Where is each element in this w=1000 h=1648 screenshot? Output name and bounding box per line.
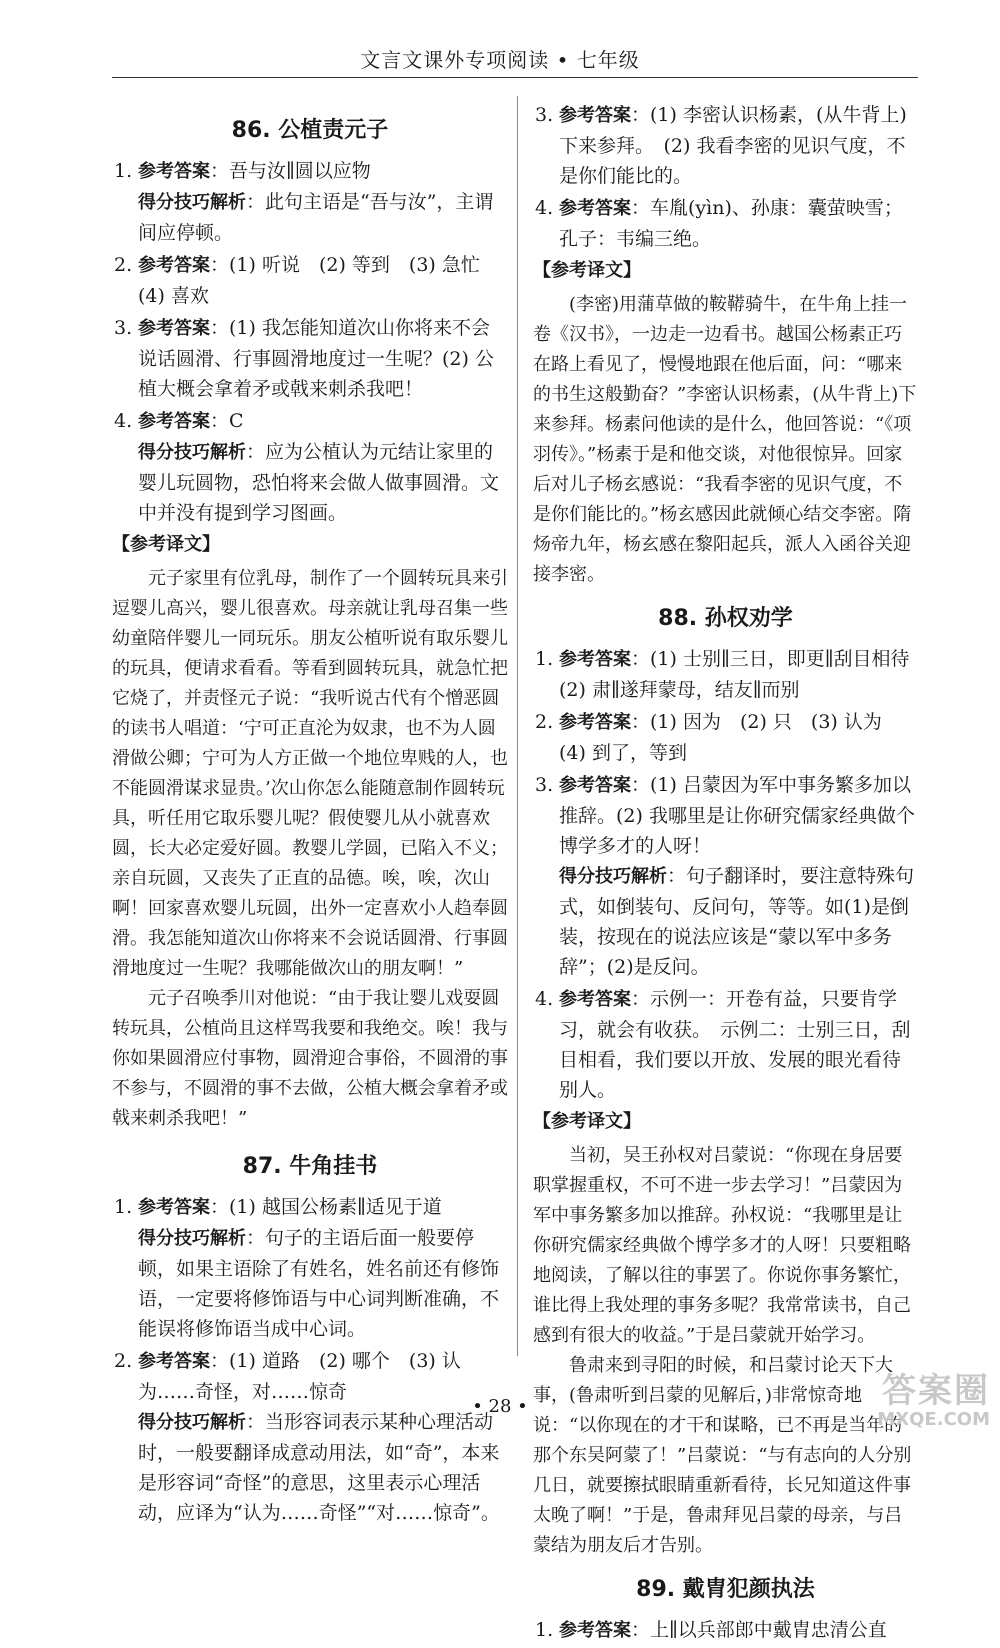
answer-label: 参考答案 bbox=[559, 775, 631, 796]
question-89-1 bbox=[533, 1615, 918, 1646]
answer-label: 参考答案 bbox=[559, 989, 631, 1010]
question-number: 1. bbox=[114, 1196, 133, 1218]
question-87-2 bbox=[112, 1346, 508, 1528]
question-88-1 bbox=[533, 644, 929, 705]
answer-text: ：C bbox=[210, 410, 244, 432]
question-number: 2. bbox=[114, 1350, 133, 1372]
section-title-87: 87. 牛角挂书 bbox=[242, 1154, 378, 1179]
answer-text: ：(1) 我怎能知道次山你将来不会说话圆滑、行事圆滑地度过一生呢？(2) 公植大概会拿着矛或戟来刺杀我吧！ bbox=[138, 317, 494, 400]
answer-label: 参考答案 bbox=[559, 105, 631, 126]
answer-label: 参考答案 bbox=[559, 712, 631, 733]
question-87-4 bbox=[533, 193, 918, 254]
answer-line bbox=[138, 156, 508, 187]
question-88-3 bbox=[533, 770, 918, 982]
analysis-label: 得分技巧解析 bbox=[559, 866, 667, 887]
answer-line bbox=[559, 644, 929, 705]
section-title-89: 89. 戴胄犯颜执法 bbox=[636, 1577, 815, 1602]
answer-line bbox=[559, 1615, 918, 1646]
question-number: 1. bbox=[114, 160, 133, 182]
answer-text: ：(1) 士别∥三日，即更∥刮目相待 (2) 肃∥遂拜蒙母，结友∥而别 bbox=[559, 648, 929, 701]
answer-text: ：(1) 因为 (2) 只 (3) 认为 (4) 到了，等到 bbox=[559, 711, 901, 764]
header-rule bbox=[112, 77, 918, 78]
answer-line bbox=[138, 406, 508, 437]
answer-line bbox=[138, 250, 508, 311]
answer-text: ：示例一：开卷有益，只要肯学习，就会有收获。 示例二：士别三日，刮目相看，我们要以开放、发展的眼光看待别人。 bbox=[559, 988, 911, 1101]
answer-line bbox=[559, 984, 918, 1105]
question-number: 4. bbox=[535, 988, 554, 1010]
answer-text: ：(1) 李密认识杨素，(从牛背上)下来参拜。 (2) 我看李密的见识气度，不是你们能比的。 bbox=[559, 104, 907, 187]
translation-label: 【参考译文】 bbox=[533, 260, 641, 281]
translation-label: 【参考译文】 bbox=[112, 534, 220, 555]
question-number: 3. bbox=[114, 317, 133, 339]
analysis-line bbox=[138, 187, 508, 248]
translation-paragraph: 当初，吴王孙权对吕蒙说：“你现在身居要职掌握重权，不可不进一步去学习！”吕蒙因为军中事务繁多加以推辞。孙权说：“我哪里是让你研究儒家经典做个博学多才的人呀！只要粗略地阅读，了解以往的事罢了。你说你事务繁忙，谁比得上我处理的事务多呢？我常常读书，自己感到有很大的收益。”于是吕蒙就开始学习。 bbox=[533, 1145, 911, 1346]
answer-line bbox=[559, 193, 918, 254]
watermark bbox=[790, 1372, 990, 1432]
translation-label: 【参考译文】 bbox=[533, 1111, 641, 1132]
analysis-text: ：句子翻译时，要注意特殊句式，如倒装句、反问句，等等。如(1)是倒装，按现在的说法应该是“蒙以军中多务辞”；(2)是反问。 bbox=[559, 865, 915, 978]
analysis-label: 得分技巧解析 bbox=[138, 192, 246, 213]
analysis-text: ：应为公植认为元结让家里的婴儿玩圆物，恐怕将来会做人做事圆滑。文中并没有提到学习图画。 bbox=[138, 441, 500, 524]
answer-line bbox=[559, 100, 918, 191]
answer-label: 参考答案 bbox=[138, 411, 210, 432]
answer-text: ：(1) 听说 (2) 等到 (3) 急忙 (4) 喜欢 bbox=[138, 254, 499, 307]
answer-label: 参考答案 bbox=[559, 649, 631, 670]
analysis-label: 得分技巧解析 bbox=[138, 442, 246, 463]
answer-line bbox=[559, 770, 918, 861]
answer-text: ：(1) 吕蒙因为军中事务繁多加以推辞。(2) 我哪里是让你研究儒家经典做个博学多才的人呀！ bbox=[559, 774, 915, 857]
question-number: 1. bbox=[535, 1619, 554, 1641]
answer-text: ：吾与汝∥圆以应物 bbox=[210, 160, 371, 182]
question-88-4 bbox=[533, 984, 918, 1105]
analysis-text: ：当形容词表示某种心理活动时，一般要翻译成意动用法，如“奇”，本来是形容词“奇怪”的意思，这里表示心理活动，应译为“认为……奇怪”“对……惊奇”。 bbox=[138, 1411, 500, 1524]
question-number: 2. bbox=[535, 711, 554, 733]
question-87-1 bbox=[112, 1192, 508, 1344]
question-86-3 bbox=[112, 313, 508, 404]
question-number: 3. bbox=[535, 774, 554, 796]
left-column bbox=[112, 98, 508, 1530]
question-number: 1. bbox=[535, 648, 554, 670]
answer-line bbox=[559, 707, 918, 768]
column-divider bbox=[517, 96, 518, 1356]
answer-label: 参考答案 bbox=[138, 255, 210, 276]
question-86-1 bbox=[112, 156, 508, 248]
watermark-site: MXQE.COM bbox=[877, 1409, 990, 1430]
translation-paragraph: 元子召唤季川对他说：“由于我让婴儿戏耍圆转玩具，公植尚且这样骂我要和我绝交。唉！我与你如果圆滑应付事物，圆滑迎合事俗，不圆滑的事不参与，不圆滑的事不去做，公植大概会拿着矛或戟来刺杀我吧！” bbox=[112, 988, 508, 1129]
question-number: 4. bbox=[114, 410, 133, 432]
analysis-line bbox=[559, 861, 918, 982]
analysis-text: ：句子的主语后面一般要停顿，如果主语除了有姓名，姓名前还有修饰语，一定要将修饰语与中心词判断准确，不能误将修饰语当成中心词。 bbox=[138, 1227, 500, 1340]
analysis-label: 得分技巧解析 bbox=[138, 1412, 246, 1433]
answer-label: 参考答案 bbox=[559, 198, 631, 219]
analysis-line bbox=[138, 1407, 508, 1528]
question-number: 2. bbox=[114, 254, 133, 276]
answer-text: ：上∥以兵部郎中戴胄忠清公直 bbox=[631, 1619, 887, 1641]
answer-label: 参考答案 bbox=[559, 1620, 631, 1641]
answer-label: 参考答案 bbox=[138, 161, 210, 182]
section-title-88: 88. 孙权劝学 bbox=[658, 606, 793, 631]
question-88-2 bbox=[533, 707, 918, 768]
analysis-text: ：此句主语是“吾与汝”，主谓间应停顿。 bbox=[138, 191, 494, 244]
answer-label: 参考答案 bbox=[138, 318, 210, 339]
question-87-3 bbox=[533, 100, 918, 191]
answer-line bbox=[138, 1192, 508, 1223]
analysis-line bbox=[138, 437, 508, 528]
running-header: 文言文课外专项阅读 • 七年级 bbox=[360, 48, 640, 72]
answer-text: ：(1) 越国公杨素∥适见于道 bbox=[210, 1196, 442, 1218]
translation-paragraph: 鲁肃来到寻阳的时候，和吕蒙讨论天下大事，(鲁肃听到吕蒙的见解后，)非常惊奇地说：“以你现在的才干和谋略，已不再是当年的那个东吴阿蒙了！”吕蒙说：“与有志向的人分别几日，就要擦拭眼睛重新看待，长兄知道这件事太晚了啊！”于是，鲁肃拜见吕蒙的母亲，与吕蒙结为朋友后才告别。 bbox=[533, 1355, 912, 1556]
question-86-4 bbox=[112, 406, 508, 528]
question-number: 3. bbox=[535, 104, 554, 126]
answer-text: ：车胤(yìn)、孙康：囊萤映雪；孔子：韦编三绝。 bbox=[559, 197, 903, 250]
answer-line bbox=[138, 313, 508, 404]
analysis-label: 得分技巧解析 bbox=[138, 1228, 246, 1249]
translation-paragraph: (李密)用蒲草做的鞍鞯骑牛，在牛角上挂一卷《汉书》，一边走一边看书。越国公杨素正巧在路上看见了，慢慢地跟在他后面，问：“哪来的书生这般勤奋？”李密认识杨素，(从牛背上)下来参拜。杨素问他读的是什么，他回答说：“《项羽传》。”杨素于是和他交谈，对他很惊异。回家后对儿子杨玄感说：“我看李密的见识气度，不是你们能比的。”杨玄感因此就倾心结交李密。隋炀帝九年，杨玄感在黎阳起兵，派人入函谷关迎接李密。 bbox=[533, 294, 917, 585]
translation-paragraph: 元子家里有位乳母，制作了一个圆转玩具来引逗婴儿高兴，婴儿很喜欢。母亲就让乳母召集一些幼童陪伴婴儿一同玩乐。朋友公植听说有取乐婴儿的玩具，便请求看看。等看到圆转玩具，就急忙把它烧了，并责怪元子说：“我听说古代有个憎恶圆的读书人唱道：‘宁可正直沦为奴隶，也不为人圆滑做公卿；宁可为人方正做一个地位卑贱的人，也不能圆滑谋求显贵。’次山你怎么能随意制作圆转玩具，听任用它取乐婴儿呢？假使婴儿从小就喜欢圆，长大必定爱好圆。教婴儿学圆，已陷入不义；亲自玩圆，又丧失了正直的品德。唉，唉，次山啊！回家喜欢婴儿玩圆，出外一定喜欢小人趋奉圆滑。我怎能知道次山你将来不会说话圆滑、行事圆滑地度过一生呢？我哪能做次山的朋友啊！” bbox=[112, 568, 508, 979]
analysis-line bbox=[138, 1223, 508, 1344]
question-number: 4. bbox=[535, 197, 554, 219]
answer-text: ：(1) 道路 (2) 哪个 (3) 认为……奇怪，对……惊奇 bbox=[138, 1350, 461, 1403]
page-number: • 28 • bbox=[472, 1396, 528, 1417]
answer-label: 参考答案 bbox=[138, 1351, 210, 1372]
section-title-86: 86. 公植责元子 bbox=[231, 118, 389, 143]
watermark-logo: 答案圈 bbox=[882, 1371, 990, 1411]
question-86-2 bbox=[112, 250, 508, 311]
answer-label: 参考答案 bbox=[138, 1197, 210, 1218]
